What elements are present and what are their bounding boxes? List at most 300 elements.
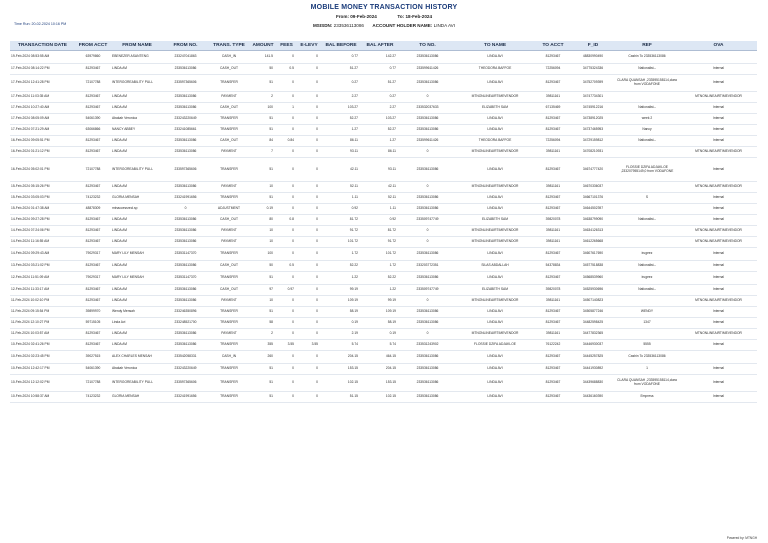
- cell-ref: WENDY: [614, 307, 680, 318]
- cell-to-name: MTNONLINEAIRTIMEVENDOR: [456, 182, 534, 193]
- cell-from-acct: 79029317: [75, 272, 111, 285]
- cell-transaction-date: 10-Feb-2024 12:12:02 PM: [10, 375, 75, 392]
- cell-ref: Nationalist--: [614, 285, 680, 296]
- cell-to-name: LINDA AVI: [456, 364, 534, 375]
- cell-from-name: LINDA AVI: [111, 92, 163, 103]
- cell-f-id: 34477832365: [572, 329, 614, 340]
- cell-ref: [614, 204, 680, 215]
- cell-from-name: INTERGOREABILITY PULL: [111, 375, 163, 392]
- cell-fees: 0: [276, 92, 297, 103]
- cell-to-acct: 81293467: [534, 392, 572, 403]
- cell-transaction-date: 11-Feb-2024 12:10:27 PM: [10, 318, 75, 329]
- cell-f-id: 34607617690: [572, 248, 614, 261]
- cell-trans-type: TRANSFER: [208, 318, 250, 329]
- cell-to-no: 233536113086: [399, 125, 456, 136]
- cell-from-acct: 79029317: [75, 248, 111, 261]
- cell-ref: [614, 92, 680, 103]
- cell-e-levy: 0: [297, 226, 321, 237]
- cell-bal-after: 91.72: [361, 237, 399, 248]
- cell-f-id: 34505877246: [572, 307, 614, 318]
- cell-f-id: 34439688830: [572, 375, 614, 392]
- cell-to-no: 0: [399, 237, 456, 248]
- cell-f-id: 34775324336: [572, 64, 614, 75]
- cell-e-levy: 0: [297, 318, 321, 329]
- cell-to-acct: 54378834: [534, 261, 572, 272]
- cell-to-acct: 81293467: [534, 125, 572, 136]
- cell-from-acct: 54061390: [75, 114, 111, 125]
- cell-e-levy: 0: [297, 392, 321, 403]
- cell-trans-type: PAYMENT: [208, 296, 250, 307]
- cell-fees: 0: [276, 158, 297, 182]
- cell-trans-type: ADJUSTMENT: [208, 204, 250, 215]
- cell-trans-type: CASH_IN: [208, 51, 250, 64]
- cell-to-name: FLOSSIE DZIFA ADJAKLOE: [456, 340, 534, 351]
- cell-to-no: 233536113086: [399, 193, 456, 204]
- column-header-fees: FEES: [276, 41, 297, 51]
- cell-from-no: 233536113086: [163, 92, 208, 103]
- cell-e-levy: 0: [297, 92, 321, 103]
- cell-fees: 0: [276, 237, 297, 248]
- cell-bal-before: 81.72: [321, 215, 361, 226]
- table-row: [10, 158, 757, 182]
- cell-ref: 5555: [614, 340, 680, 351]
- cell-fees: 0.84: [276, 136, 297, 147]
- cell-trans-type: TRANSFER: [208, 272, 250, 285]
- cell-transaction-date: 11-Feb-2024 10:03:57 AM: [10, 329, 75, 340]
- cell-to-acct: 67135469: [534, 103, 572, 114]
- cell-to-acct: 39820078: [534, 285, 572, 296]
- cell-from-name: EBENEZER ASANTENG: [111, 51, 163, 64]
- cell-to-acct: 81293467: [534, 375, 572, 392]
- cell-ref: Cashin To 233536113086: [614, 51, 680, 64]
- cell-to-name: THEODORA BAFFOE: [456, 136, 534, 147]
- cell-bal-before: 0.27: [321, 75, 361, 92]
- cell-ova: Internal: [680, 364, 757, 375]
- cell-from-name: LINDA AVI: [111, 136, 163, 147]
- cell-to-no: 233509747749: [399, 215, 456, 226]
- cell-trans-type: CASH_OUT: [208, 215, 250, 226]
- cell-ref: irugeez: [614, 272, 680, 285]
- cell-amount: 50: [250, 64, 276, 75]
- cell-fees: 1: [276, 103, 297, 114]
- cell-f-id: 34738912025: [572, 114, 614, 125]
- cell-from-no: 233536113086: [163, 340, 208, 351]
- account-info: [0, 23, 768, 28]
- cell-amount: 51: [250, 114, 276, 125]
- cell-to-name: LINDA AVI: [456, 114, 534, 125]
- cell-transaction-date: 11-Feb-2024 09:15:54 PM: [10, 307, 75, 318]
- cell-to-acct: 81293467: [534, 75, 572, 92]
- cell-from-name: Abakah Veronica: [111, 114, 163, 125]
- cell-from-acct: 81293467: [75, 285, 111, 296]
- table-row: [10, 193, 757, 204]
- cell-from-name: MARY LILY MENSAH: [111, 248, 163, 261]
- cell-to-acct: 72256094: [534, 64, 572, 75]
- cell-f-id: 34482598425: [572, 318, 614, 329]
- cell-from-acct: 81293467: [75, 92, 111, 103]
- cell-trans-type: PAYMENT: [208, 182, 250, 193]
- cell-amount: 100: [250, 248, 276, 261]
- cell-ref: CLARA QUANSAH ,233595158114,clara from VODAFONE: [614, 75, 680, 92]
- column-header-from-no: FROM NO.: [163, 41, 208, 51]
- cell-to-acct: 81293467: [534, 114, 572, 125]
- cell-to-name: LINDA AVI: [456, 392, 534, 403]
- cell-transaction-date: 12-Feb-2024 11:51:09 AM: [10, 272, 75, 285]
- cell-bal-after: 1.72: [361, 261, 399, 272]
- cell-amount: 10: [250, 237, 276, 248]
- cell-e-levy: 0: [297, 182, 321, 193]
- cell-ref: Cashin To 233536113086: [614, 351, 680, 364]
- cell-to-name: LINDA AVI: [456, 248, 534, 261]
- cell-to-name: LINDA AVI: [456, 51, 534, 64]
- cell-trans-type: PAYMENT: [208, 147, 250, 158]
- cell-ref: 1347: [614, 318, 680, 329]
- cell-transaction-date: 10-Feb-2024 10:58:37 AM: [10, 392, 75, 403]
- cell-from-no: 233536113086: [163, 296, 208, 307]
- cell-from-no: 233536113086: [163, 285, 208, 296]
- cell-bal-after: 52.27: [361, 125, 399, 136]
- column-header-f-id: F_ID: [572, 41, 614, 51]
- cell-bal-after: 52.11: [361, 193, 399, 204]
- cell-ref: [614, 296, 680, 307]
- cell-e-levy: 0: [297, 204, 321, 215]
- cell-ova: Internal: [680, 204, 757, 215]
- cell-amount: 97: [250, 285, 276, 296]
- cell-to-acct: 39820078: [534, 215, 572, 226]
- cell-to-no: 0: [399, 147, 456, 158]
- cell-f-id: 34634126313: [572, 226, 614, 237]
- cell-bal-before: 51.27: [321, 64, 361, 75]
- cell-from-acct: 39027515: [75, 351, 111, 364]
- cell-from-name: INTERGOREABILITY PULL: [111, 75, 163, 92]
- cell-to-no: 233536113086: [399, 51, 456, 64]
- cell-from-acct: 74123232: [75, 392, 111, 403]
- cell-bal-after: 52.22: [361, 272, 399, 285]
- run-time: Time Run: 20-02-2024 10:16 PM: [14, 22, 67, 26]
- cell-from-name: LINDA AVI: [111, 147, 163, 158]
- cell-amount: 7: [250, 147, 276, 158]
- cell-from-name: Abakah Veronica: [111, 364, 163, 375]
- cell-e-levy: 0: [297, 261, 321, 272]
- cell-f-id: 34670336037: [572, 182, 614, 193]
- cell-trans-type: CASH_OUT: [208, 64, 250, 75]
- table-row: [10, 351, 757, 364]
- cell-fees: 0: [276, 307, 297, 318]
- cell-from-no: 233536113086: [163, 226, 208, 237]
- cell-to-name: LINDA AVI: [456, 272, 534, 285]
- table-row: [10, 64, 757, 75]
- cell-bal-before: 93.11: [321, 147, 361, 158]
- cell-trans-type: CASH_OUT: [208, 285, 250, 296]
- cell-from-name: GLORIA MENSAH: [111, 193, 163, 204]
- cell-from-acct: 54061390: [75, 364, 111, 375]
- cell-bal-before: 102.15: [321, 375, 361, 392]
- table-row: [10, 182, 757, 193]
- cell-f-id: 48830990490: [572, 51, 614, 64]
- cell-from-name: MARY LILY MENSAH: [111, 272, 163, 285]
- cell-from-name: NANCY ABBEY: [111, 125, 163, 136]
- cell-amount: 51: [250, 193, 276, 204]
- cell-bal-after: 109.19: [361, 307, 399, 318]
- cell-to-no: 233536113086: [399, 114, 456, 125]
- cell-bal-before: 91.72: [321, 226, 361, 237]
- cell-amount: 50: [250, 261, 276, 272]
- cell-from-name: Linda Avi: [111, 318, 163, 329]
- cell-trans-type: TRANSFER: [208, 375, 250, 392]
- cell-bal-before: 2.19: [321, 329, 361, 340]
- cell-amount: 10: [250, 182, 276, 193]
- table-row: [10, 261, 757, 272]
- column-header-ova: OVA: [680, 41, 757, 51]
- cell-from-name: LINDA AVI: [111, 237, 163, 248]
- cell-ref: Empress: [614, 392, 680, 403]
- cell-ova: MTNONLINEAIRTIMEVENDOR: [680, 92, 757, 103]
- cell-bal-after: 5.74: [361, 340, 399, 351]
- cell-to-no: 233536113086: [399, 351, 456, 364]
- cell-f-id: 34745912216: [572, 103, 614, 114]
- cell-to-no: 233509747749: [399, 285, 456, 296]
- column-header-trans-type: TRANS. TYPE: [208, 41, 250, 51]
- cell-bal-after: 2.27: [361, 103, 399, 114]
- cell-ref: Nationalist--: [614, 261, 680, 272]
- column-header-to-name: TO NAME: [456, 41, 534, 51]
- cell-e-levy: 0: [297, 237, 321, 248]
- cell-to-acct: 81293467: [534, 272, 572, 285]
- cell-amount: 355: [250, 340, 276, 351]
- cell-from-acct: 81293467: [75, 103, 111, 114]
- cell-from-no: 233531147370: [163, 248, 208, 261]
- cell-amount: 51: [250, 272, 276, 285]
- cell-from-name: LINDA AVI: [111, 285, 163, 296]
- cell-to-acct: 39811161: [534, 329, 572, 340]
- cell-ref: Nancy: [614, 125, 680, 136]
- cell-fees: 0: [276, 51, 297, 64]
- cell-to-name: MTNONLINEAIRTIMEVENDOR: [456, 147, 534, 158]
- cell-trans-type: TRANSFER: [208, 125, 250, 136]
- cell-ova: Internal: [680, 318, 757, 329]
- cell-ova: [680, 51, 757, 64]
- cell-ova: Internal: [680, 158, 757, 182]
- cell-fees: 0: [276, 318, 297, 329]
- cell-to-name: SILAS ABDALLAH: [456, 261, 534, 272]
- cell-amount: 51: [250, 125, 276, 136]
- cell-transaction-date: 10-Feb-2024 02:41:26 PM: [10, 340, 75, 351]
- cell-from-acct: 81293467: [75, 226, 111, 237]
- cell-fees: 0: [276, 182, 297, 193]
- cell-to-acct: 39811161: [534, 92, 572, 103]
- cell-bal-before: 51.15: [321, 392, 361, 403]
- cell-from-acct: 81293467: [75, 329, 111, 340]
- cell-bal-after: 1.22: [361, 285, 399, 296]
- table-row: [10, 375, 757, 392]
- cell-from-no: 233536113086: [163, 261, 208, 272]
- cell-bal-before: 1.22: [321, 272, 361, 285]
- cell-e-levy: 0: [297, 296, 321, 307]
- cell-to-no: 0: [399, 226, 456, 237]
- cell-bal-after: 0.19: [361, 329, 399, 340]
- page-title: MOBILE MONEY TRANSACTION HISTORY: [310, 4, 458, 11]
- cell-ova: MTNONLINEAIRTIMEVENDOR: [680, 226, 757, 237]
- cell-bal-before: 52.27: [321, 114, 361, 125]
- cell-transaction-date: 17-Feb-2024 12:41:28 PM: [10, 75, 75, 92]
- cell-bal-after: 58.19: [361, 318, 399, 329]
- cell-ref: week 2: [614, 114, 680, 125]
- cell-ova: Internal: [680, 248, 757, 261]
- cell-ref: [614, 329, 680, 340]
- cell-fees: 0: [276, 204, 297, 215]
- cell-bal-before: 52.22: [321, 261, 361, 272]
- cell-e-levy: 0: [297, 51, 321, 64]
- cell-trans-type: TRANSFER: [208, 114, 250, 125]
- cell-from-no: 233536113086: [163, 64, 208, 75]
- cell-bal-before: 204.15: [321, 351, 361, 364]
- cell-ref: Nationalist--: [614, 215, 680, 226]
- cell-f-id: 34612265668: [572, 237, 614, 248]
- msisdn-value: 233536113086: [333, 23, 364, 28]
- cell-bal-after: 93.11: [361, 158, 399, 182]
- cell-transaction-date: 19-Feb-2024 08:53:55 AM: [10, 51, 75, 64]
- cell-to-name: MTNONLINEAIRTIMEVENDOR: [456, 237, 534, 248]
- cell-to-acct: 39811161: [534, 296, 572, 307]
- cell-bal-before: 0.92: [321, 204, 361, 215]
- cell-e-levy: 0: [297, 375, 321, 392]
- cell-ova: Internal: [680, 193, 757, 204]
- cell-from-no: 233248521700: [163, 318, 208, 329]
- cell-from-no: 233536113086: [163, 329, 208, 340]
- table-row: [10, 340, 757, 351]
- cell-from-name: LINDA AVI: [111, 296, 163, 307]
- cell-bal-before: 1.11: [321, 193, 361, 204]
- cell-fees: 0: [276, 375, 297, 392]
- table-row: [10, 307, 757, 318]
- cell-e-levy: 0: [297, 125, 321, 136]
- cell-from-no: 233241991656: [163, 193, 208, 204]
- cell-to-name: LINDA AVI: [456, 125, 534, 136]
- cell-trans-type: PAYMENT: [208, 237, 250, 248]
- cell-e-levy: 0: [297, 75, 321, 92]
- cell-from-acct: 81293467: [75, 182, 111, 193]
- cell-from-no: 233597365606: [163, 375, 208, 392]
- cell-bal-after: 1.11: [361, 204, 399, 215]
- cell-bal-after: 51.27: [361, 75, 399, 92]
- cell-to-acct: 81293467: [534, 248, 572, 261]
- account-holder-label: ACCOUNT HOLDER NAME:: [372, 23, 433, 28]
- cell-fees: 0: [276, 193, 297, 204]
- cell-from-acct: 63066866: [75, 125, 111, 136]
- cell-to-no: 233532037633: [399, 103, 456, 114]
- cell-to-no: 233536113086: [399, 392, 456, 403]
- cell-amount: 51: [250, 158, 276, 182]
- cell-from-acct: 48878309: [75, 204, 111, 215]
- cell-f-id: 34644502397: [572, 204, 614, 215]
- cell-to-acct: 76122242: [534, 340, 572, 351]
- cell-trans-type: CASH_OUT: [208, 136, 250, 147]
- cell-trans-type: TRANSFER: [208, 158, 250, 182]
- cell-amount: 0.19: [250, 204, 276, 215]
- cell-transaction-date: 14-Feb-2024 11:16:55 AM: [10, 237, 75, 248]
- table-row: [10, 392, 757, 403]
- cell-from-acct: 81293467: [75, 237, 111, 248]
- cell-to-name: LINDA AVI: [456, 307, 534, 318]
- cell-from-no: 233597365606: [163, 75, 208, 92]
- cell-fees: 0: [276, 296, 297, 307]
- cell-bal-after: 0.92: [361, 215, 399, 226]
- cell-from-acct: 81293467: [75, 147, 111, 158]
- cell-to-name: ELIZABETH SAM: [456, 215, 534, 226]
- cell-to-name: LINDA AVI: [456, 75, 534, 92]
- cell-bal-before: 1.72: [321, 248, 361, 261]
- cell-from-no: 233531147370: [163, 272, 208, 285]
- cell-e-levy: 0: [297, 103, 321, 114]
- cell-from-name: Wendy Mensah: [111, 307, 163, 318]
- cell-from-no: 233536113086: [163, 136, 208, 147]
- cell-from-no: 233597365606: [163, 158, 208, 182]
- cell-e-levy: 0: [297, 147, 321, 158]
- cell-fees: 0: [276, 329, 297, 340]
- cell-f-id: 34525930696: [572, 285, 614, 296]
- cell-bal-before: 0.77: [321, 51, 361, 64]
- cell-ref: Nationalist--: [614, 64, 680, 75]
- cell-e-levy: 0: [297, 329, 321, 340]
- cell-to-acct: 81293467: [534, 307, 572, 318]
- cell-bal-after: 99.19: [361, 296, 399, 307]
- cell-to-name: LINDA AVI: [456, 375, 534, 392]
- cell-f-id: 34436160390: [572, 392, 614, 403]
- cell-bal-before: 58.19: [321, 307, 361, 318]
- cell-bal-before: 52.11: [321, 182, 361, 193]
- table-row: [10, 226, 757, 237]
- cell-transaction-date: 12-Feb-2024 11:33:17 AM: [10, 285, 75, 296]
- to-label: To:: [397, 14, 405, 19]
- cell-ova: Internal: [680, 285, 757, 296]
- cell-ova: MTNONLINEAIRTIMEVENDOR: [680, 237, 757, 248]
- cell-to-no: 0: [399, 296, 456, 307]
- cell-to-no: 0: [399, 329, 456, 340]
- cell-to-name: LINDA AVI: [456, 318, 534, 329]
- cell-from-acct: 72107788: [75, 375, 111, 392]
- cell-from-name: LINDA AVI: [111, 182, 163, 193]
- table-row: [10, 248, 757, 261]
- table-row: [10, 114, 757, 125]
- cell-bal-after: 0.77: [361, 64, 399, 75]
- cell-amount: 58: [250, 318, 276, 329]
- cell-fees: 0.5: [276, 64, 297, 75]
- cell-trans-type: TRANSFER: [208, 307, 250, 318]
- cell-amount: 10: [250, 226, 276, 237]
- cell-f-id: 34674777420: [572, 158, 614, 182]
- column-header-to-no: TO NO.: [399, 41, 456, 51]
- cell-from-acct: 81293467: [75, 296, 111, 307]
- cell-fees: 0: [276, 75, 297, 92]
- cell-to-no: 233536113086: [399, 272, 456, 285]
- from-date: 09-Feb-2024: [350, 14, 377, 19]
- cell-bal-before: 86.11: [321, 136, 361, 147]
- cell-bal-after: 81.72: [361, 226, 399, 237]
- cell-to-no: 233536113086: [399, 375, 456, 392]
- cell-to-acct: 81293467: [534, 51, 572, 64]
- table-body: [10, 51, 757, 403]
- cell-ref: [614, 237, 680, 248]
- cell-transaction-date: 16-Feb-2024 09:05:51 PM: [10, 136, 75, 147]
- cell-bal-before: 101.72: [321, 237, 361, 248]
- cell-from-name: LINDA AVI: [111, 261, 163, 272]
- cell-from-name: LINDA AVI: [111, 340, 163, 351]
- cell-ova: Internal: [680, 261, 757, 272]
- cell-bal-after: 103.27: [361, 114, 399, 125]
- cell-trans-type: CASH_IN: [208, 351, 250, 364]
- cell-transaction-date: 17-Feb-2024 08:05:09 AM: [10, 114, 75, 125]
- column-header-from-acct: FROM ACCT: [75, 41, 111, 51]
